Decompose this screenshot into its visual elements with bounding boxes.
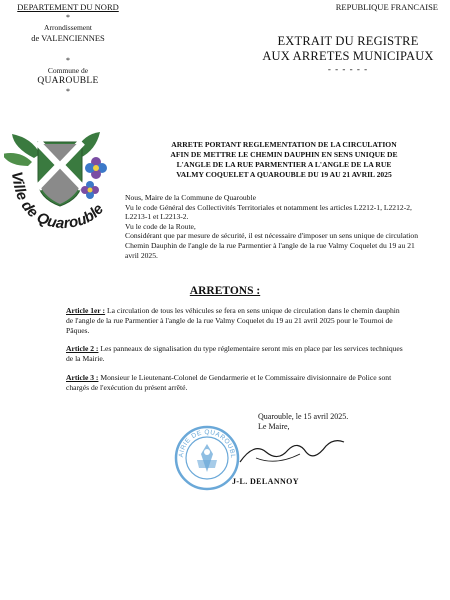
logo-text: Ville de Quarouble — [7, 170, 108, 233]
articles — [66, 306, 406, 402]
arrondissement-name: de VALENCIENNES — [31, 33, 105, 43]
decree-title — [125, 140, 443, 180]
extract-dashes: - - - - - - — [327, 64, 369, 74]
article — [66, 306, 406, 335]
separator-star: * — [66, 13, 70, 22]
article-text: La circulation de tous les véhicules se fera en sens unique de circulation dans le chemin dauphin de l'angle de la rue Parmentier à l'angle de la rue Valmy Coquelet du 19 au 21 avril 2025 pour le Tournoi de Pâques. — [66, 306, 400, 335]
republic-header: REPUBLIQUE FRANCAISE — [335, 2, 438, 12]
signature-place-date — [258, 412, 348, 432]
commune-label: Commune de — [47, 66, 89, 75]
preamble-line: Considérant que par mesure de sécurité, il est nécessaire d'imposer un sens unique de circulation Chemin Dauphin de l'angle de la rue Parmentier à l'angle de la rue Valmy Coquelet du 19 au 21 avril 2025. — [125, 231, 419, 260]
article-label: Article 3 : — [66, 372, 99, 382]
city-coat-of-arms-icon — [4, 128, 116, 240]
separator-star: * — [66, 87, 70, 96]
preamble-line: Vu le code Général des Collectivités Territoriales et notamment les articles L2212-1, L2212-2, L2213-1 et L2213-2. — [125, 202, 412, 222]
title-line: AFIN DE METTRE LE CHEMIN DAUPHIN EN SENS UNIQUE DE — [170, 150, 398, 159]
article-text: Les panneaux de signalisation du type réglementaire seront mis en place par les services techniques de la Mairie. — [66, 344, 403, 364]
article-label: Article 2 : — [66, 344, 99, 354]
administrative-header — [8, 2, 128, 96]
article — [66, 373, 406, 393]
place-date: Quarouble, le 15 avril 2025. — [258, 412, 349, 421]
article — [66, 344, 406, 364]
extract-line-2: AUX ARRETES MUNICIPAUX — [262, 49, 434, 63]
title-line: VALMY COQUELET A QUAROUBLE DU 19 AU 21 AVRIL 2025 — [176, 170, 392, 179]
separator-star: * — [66, 56, 70, 65]
arrondissement-label: Arrondissement — [44, 23, 92, 32]
seal-stamp-icon — [173, 424, 241, 492]
article-label: Article 1er : — [66, 306, 106, 315]
extract-line-1: EXTRAIT DU REGISTRE — [277, 34, 419, 48]
handwritten-signature — [236, 432, 356, 472]
title-line: L'ANGLE DE LA RUE PARMENTIER A L'ANGLE DE LA RUE — [176, 160, 392, 169]
preamble-line: Nous, Maire de la Commune de Quarouble — [125, 193, 256, 202]
preamble — [125, 193, 425, 260]
signature-icon — [236, 432, 356, 472]
article-text: Monsieur le Lieutenant-Colonel de Gendarmerie et le Commissaire divisionnaire de Police sont chargés de l'exécution du présent arrêté. — [66, 372, 392, 392]
mayor-role: Le Maire, — [258, 422, 290, 431]
mairie-seal — [173, 424, 241, 492]
register-extract-heading — [258, 34, 438, 74]
seal-text: AIRIE DE QUAROUBL — [177, 428, 237, 459]
preamble-line: Vu le code de la Route, — [125, 221, 196, 231]
title-line: ARRETE PORTANT REGLEMENTATION DE LA CIRCULATION — [171, 140, 397, 149]
arretons-heading: ARRETONS : — [189, 285, 261, 297]
signer-name: J-L. DELANNOY — [232, 477, 299, 486]
commune-name: QUAROUBLE — [37, 76, 99, 86]
department-name: DEPARTEMENT DU NORD — [17, 2, 119, 12]
city-logo — [4, 128, 116, 240]
